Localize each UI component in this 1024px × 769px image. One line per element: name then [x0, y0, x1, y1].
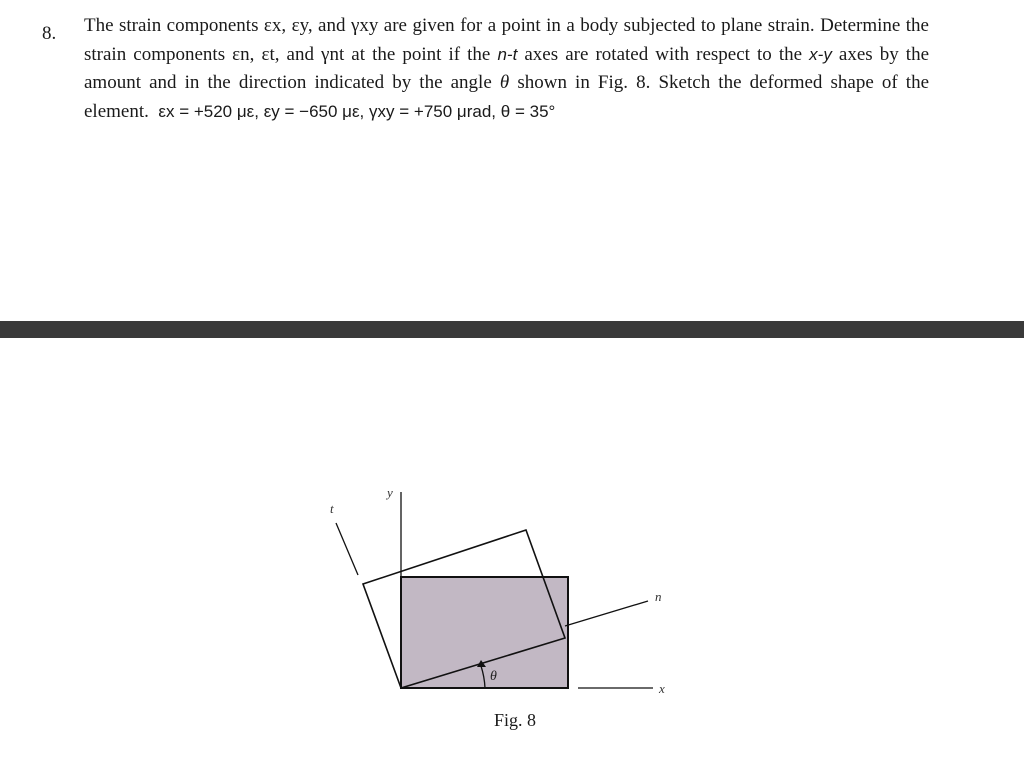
angle-label: θ [490, 669, 497, 684]
figure-caption: Fig. 8 [493, 710, 536, 730]
n-axis-label: n [655, 589, 662, 604]
x-axis-label: x [659, 681, 665, 696]
n-axis-line [565, 601, 648, 626]
statement-sentence-2d: shown in Fig. 8. Sketch the deformed shape of the element. [84, 72, 930, 122]
strain-element-figure [0, 338, 1024, 769]
section-divider [0, 321, 1024, 338]
xy-axes-label: x-y [809, 44, 832, 64]
t-axis-label: t [330, 501, 334, 516]
statement-sentence-2a: Determine the strain components εn, εt, and γnt at the point if the [84, 15, 929, 65]
theta-symbol: θ [499, 72, 510, 93]
y-axis-label: y [387, 485, 393, 500]
statement-sentence-2b: axes are rotated with respect to the [524, 43, 803, 65]
problem-number: 8. [42, 23, 57, 44]
problem-statement [84, 12, 929, 126]
given-theta: θ = 35° [500, 101, 556, 121]
statement-sentence-1: The strain components εx, εy, and γxy are given for a point in a body subjected to plane strain. [84, 15, 815, 36]
nt-axes-label: n-t [497, 44, 518, 64]
given-epsilon-y: εy = −650 με, [263, 101, 365, 121]
element-rectangle [401, 577, 568, 688]
given-epsilon-x: εx = +520 με, [158, 101, 259, 121]
given-gamma-xy: γxy = +750 μrad, [369, 101, 497, 121]
t-axis-line [336, 523, 358, 575]
statement-sentence-2c: axes by the amount and in the direction indicated by the angle [84, 43, 930, 93]
